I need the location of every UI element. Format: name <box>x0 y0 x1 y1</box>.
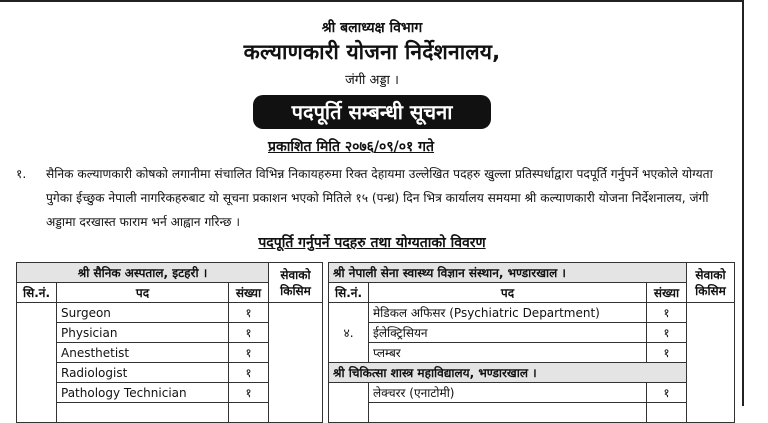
left-col-count: संख्या <box>229 283 269 303</box>
table-row <box>17 303 323 323</box>
count-cell: १ <box>647 303 687 323</box>
right-col-post: पद <box>369 283 647 303</box>
table-row <box>329 383 735 403</box>
left-table-title: श्री सैनिक अस्पताल, इटहरी । <box>17 263 269 283</box>
post-cell: Physician <box>57 323 229 343</box>
left-col-post: पद <box>57 283 229 303</box>
right-service-cell <box>687 303 735 423</box>
count-cell: १ <box>229 363 269 383</box>
post-cell: Radiologist <box>57 363 229 383</box>
left-sn-cell <box>17 303 57 423</box>
section-subtitle: पदपूर्ति गर्नुपर्ने पदहरु तथा योग्यताको विवरण <box>258 235 486 251</box>
directorate-name: कल्याणकारी योजना निर्देशनालय, <box>243 40 501 64</box>
count-cell: १ <box>229 323 269 343</box>
notice-banner: पदपूर्ति सम्बन्धी सूचना <box>253 95 491 129</box>
left-col-sn: सि.नं. <box>17 283 57 303</box>
count-cell: १ <box>229 343 269 363</box>
post-cell: Pathology Technician <box>57 383 229 403</box>
count-cell: १ <box>647 383 687 403</box>
post-cell: Surgeon <box>57 303 229 323</box>
right-section2-title: श्री चिकित्सा शास्त्र महाविद्यालय, भण्डारखाल । <box>329 363 687 383</box>
right-sn-cell-2 <box>329 383 369 423</box>
paragraph-text: सैनिक कल्याणकारी कोषको लगानीमा संचालित विभिन्न निकायहरुमा रिक्त देहायमा उल्लेखित पदहरु खुल्ला प्रतिस्पर्धाद्वारा पदपूर्ति गर्नुपर्ने भएकोले योग्यता पुगेका ईच्छुक नेपाली नागरिकहरुबाट यो सूचना प्रकाशन भएको मितिले १५ (पन्ध्र) दिन भित्र कार्यालय समयमा श्री कल्याणकारी योजना निर्देशनालय, जंगी अड्डामा दरखास्त फाराम भर्न आह्वान गरिन्छ । <box>46 167 713 229</box>
location-name: जंगी अड्डा । <box>345 73 399 88</box>
count-cell: १ <box>229 383 269 403</box>
post-cell: मेडिकल अफिसर (Psychiatric Department) <box>369 303 647 323</box>
right-table-title: श्री नेपाली सेना स्वास्थ्य विज्ञान संस्थान, भण्डारखाल । <box>329 263 687 283</box>
published-date: प्रकाशित मिति २०७६/०९/०१ गते <box>268 139 435 155</box>
right-col-sn: सि.नं. <box>329 283 369 303</box>
department-name: श्री बलाध्यक्ष विभाग <box>321 20 423 36</box>
count-cell: १ <box>229 303 269 323</box>
left-service-cell <box>269 303 323 423</box>
right-service-header: सेवाको किसिम <box>687 263 735 303</box>
post-cell: प्लम्बर <box>369 343 647 363</box>
paragraph-number: १. <box>16 167 27 181</box>
post-cell: लेक्चरर (एनाटोमी) <box>369 383 647 403</box>
count-cell: १ <box>647 343 687 363</box>
right-vacancy-table <box>328 262 735 423</box>
table-row <box>329 343 735 363</box>
right-col-count: संख्या <box>647 283 687 303</box>
post-cell: ईलेक्ट्रिसियन <box>369 323 647 343</box>
count-cell: १ <box>647 323 687 343</box>
post-cell: Anesthetist <box>57 343 229 363</box>
left-vacancy-table <box>16 262 323 423</box>
right-sn-cell: ४. <box>329 303 369 363</box>
table-row <box>329 323 735 343</box>
left-service-header: सेवाको किसिम <box>269 263 323 303</box>
table-row <box>329 303 735 323</box>
